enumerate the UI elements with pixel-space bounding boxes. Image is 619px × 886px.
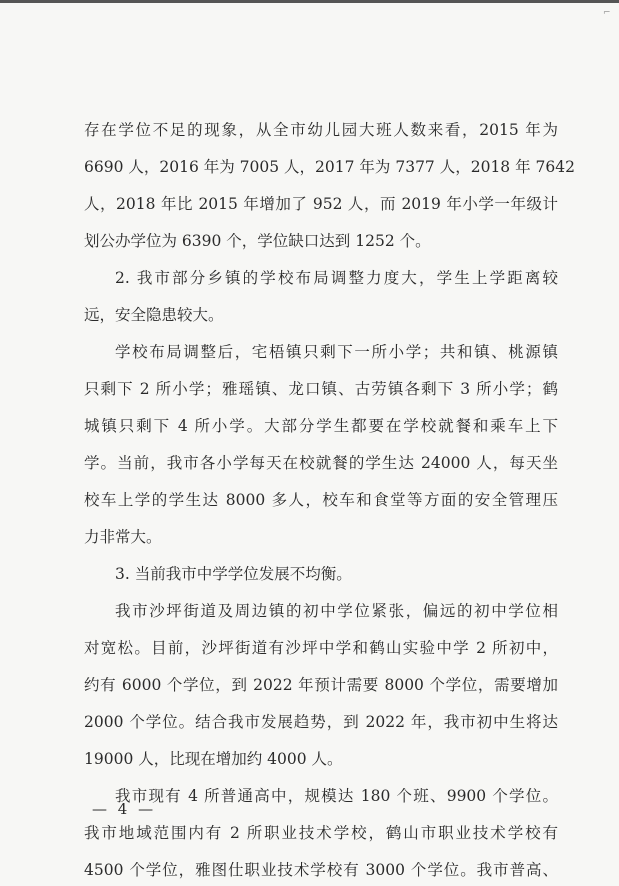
text-line: 我市地域范围内有 2 所职业技术学校，鹤山市职业技术学校有 [84, 824, 558, 842]
text-line: 4500 个学位，雅图仕职业技术学校有 3000 个学位。我市普高、 [84, 861, 558, 879]
text-line: 6690 人，2016 年为 7005 人，2017 年为 7377 人，2018 年 7642 [84, 158, 575, 176]
text-line: 力非常大。 [84, 528, 162, 546]
text-line: 学校布局调整后，宅梧镇只剩下一所小学；共和镇、桃源镇 [115, 343, 558, 361]
text-line: 人，2018 年比 2015 年增加了 952 人，而 2019 年小学一年级计 [84, 195, 558, 213]
text-line: 远，安全隐患较大。 [84, 306, 224, 324]
page-number: — 4 — [92, 800, 157, 818]
text-line: 约有 6000 个学位，到 2022 年预计需要 8000 个学位，需要增加 [84, 676, 558, 694]
section-heading-2: 2. 我市部分乡镇的学校布局调整力度大，学生上学距离较 [115, 269, 558, 287]
text-line: 城镇只剩下 4 所小学。大部分学生都要在学校就餐和乘车上下 [84, 417, 558, 435]
text-line: 我市沙坪街道及周边镇的初中学位紧张，偏远的初中学位相 [115, 602, 558, 620]
text-line: 校车上学的学生达 8000 多人，校车和食堂等方面的安全管理压 [84, 491, 558, 509]
section-heading-3: 3. 当前我市中学学位发展不均衡。 [115, 565, 352, 583]
text-line: 学。当前，我市各小学每天在校就餐的学生达 24000 人，每天坐 [84, 454, 558, 472]
text-line: 19000 人，比现在增加约 4000 人。 [84, 750, 343, 768]
text-line: 我市现有 4 所普通高中，规模达 180 个班、9900 个学位。 [115, 787, 558, 805]
text-line: 对宽松。目前，沙坪街道有沙坪中学和鹤山实验中学 2 所初中， [84, 639, 558, 657]
text-line: 2000 个学位。结合我市发展趋势，到 2022 年，我市初中生将达 [84, 713, 558, 731]
scan-corner-mark: ⌐ [603, 8, 611, 18]
text-line: 划公办学位为 6390 个，学位缺口达到 1252 个。 [84, 232, 431, 250]
text-line: 存在学位不足的现象，从全市幼儿园大班人数来看，2015 年为 [84, 121, 558, 139]
text-line: 只剩下 2 所小学；雅瑶镇、龙口镇、古劳镇各剩下 3 所小学；鹤 [84, 380, 558, 398]
scan-top-edge [0, 0, 619, 3]
